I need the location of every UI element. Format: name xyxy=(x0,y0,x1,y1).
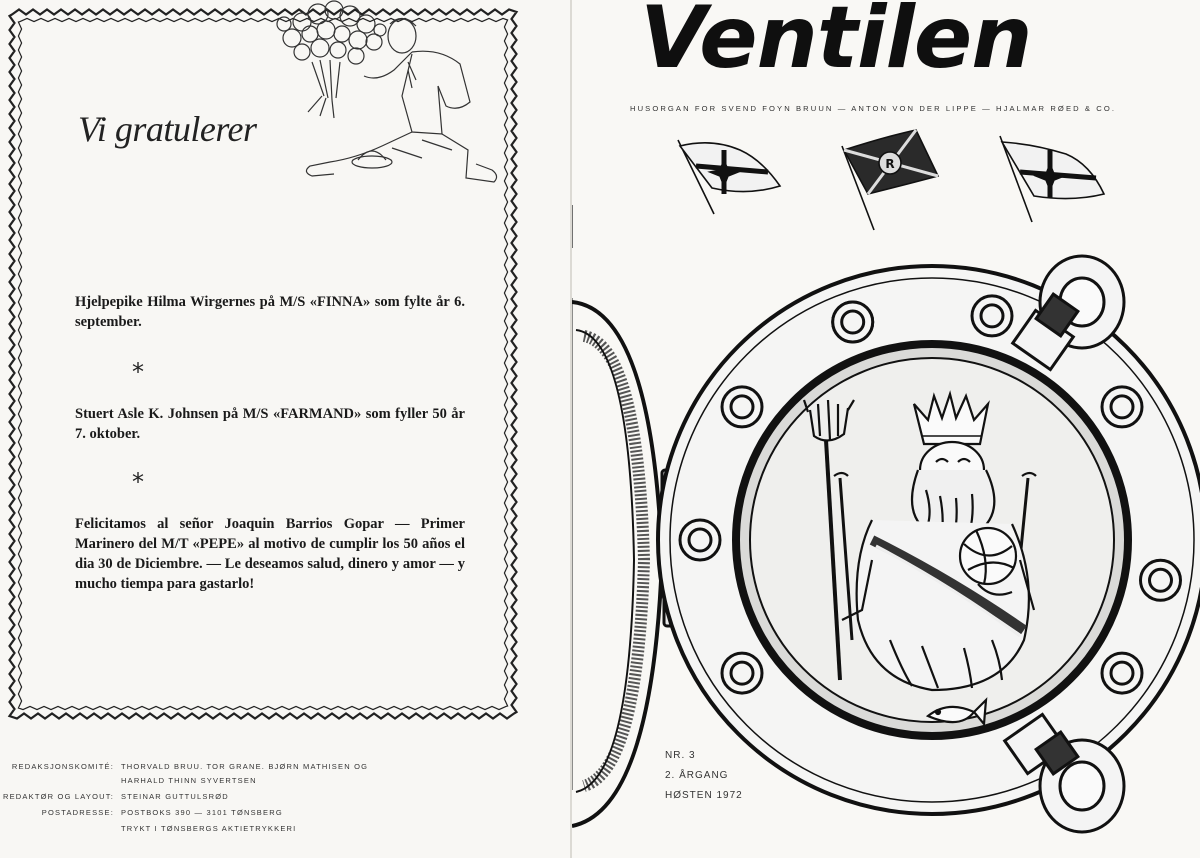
suitor-with-bouquet-illustration xyxy=(262,0,512,195)
flag-icon xyxy=(1000,136,1104,222)
porthole-cover-illustration xyxy=(572,0,1200,858)
bolt-icon xyxy=(1111,662,1133,684)
colophon-editor-label: REDAKTØR OG LAYOUT: xyxy=(2,792,114,801)
flag-emblem-letter: R xyxy=(885,157,895,171)
magazine-subtitle: HUSORGAN FOR SVEND FOYN BRUUN — ANTON VON DER LIPPE — HJALMAR RØED & CO. xyxy=(630,104,1117,113)
congratulation-entry: Hjelpepike Hilma Wirgernes på M/S «FINNA» som fylte år 6. september. xyxy=(75,294,465,330)
colophon-editorial-value: THORVALD BRUU. TOR GRANE. BJØRN MATHISEN OG xyxy=(121,762,369,771)
page-heading: Vi gratulerer xyxy=(78,109,257,149)
colophon-printer: TRYKT I TØNSBERGS AKTIETRYKKERI xyxy=(121,824,297,833)
colophon-editor-value: STEINAR GUTTULSRØD xyxy=(121,792,229,801)
colophon-editorial-value: HARHALD THINN SYVERTSEN xyxy=(121,776,257,785)
asterisk-separator: * xyxy=(132,358,144,386)
issue-number: NR. 3 xyxy=(665,750,696,761)
issue-season: HØSTEN 1972 xyxy=(665,790,743,801)
magazine-title: Ventilen xyxy=(640,0,1032,88)
left-page xyxy=(0,0,572,858)
issue-volume: 2. ÅRGANG xyxy=(665,770,729,781)
bolt-icon xyxy=(731,396,753,418)
asterisk-separator: * xyxy=(132,468,144,496)
congratulation-entry: Stuert Asle K. Johnsen på M/S «FARMAND» som fyller 50 år 7. oktober. xyxy=(75,406,465,442)
right-page-cover xyxy=(572,0,1200,858)
bolt-icon xyxy=(1111,396,1133,418)
colophon-address-value: POSTBOKS 390 — 3101 TØNSBERG xyxy=(121,808,283,817)
bolt-icon xyxy=(1150,569,1172,591)
bolt-icon xyxy=(731,662,753,684)
colophon-address-label: POSTADRESSE: xyxy=(41,808,114,817)
flag-icon xyxy=(678,140,780,214)
bolt-icon xyxy=(842,311,864,333)
colophon-editorial-label: REDAKSJONSKOMITÉ: xyxy=(11,762,114,771)
bolt-icon xyxy=(981,305,1003,327)
bolt-icon xyxy=(689,529,711,551)
flag-icon xyxy=(842,130,938,230)
congratulation-entry: Felicitamos al señor Joaquin Barrios Gopar — Primer Marinero del M/T «PEPE» al motivo de cumplir los 50 años el dia 30 de Diciembre. — Le deseamos salud, dinero y amor — y mucho tiempa para gastarlo! xyxy=(75,516,465,592)
porthole-door xyxy=(572,302,662,826)
